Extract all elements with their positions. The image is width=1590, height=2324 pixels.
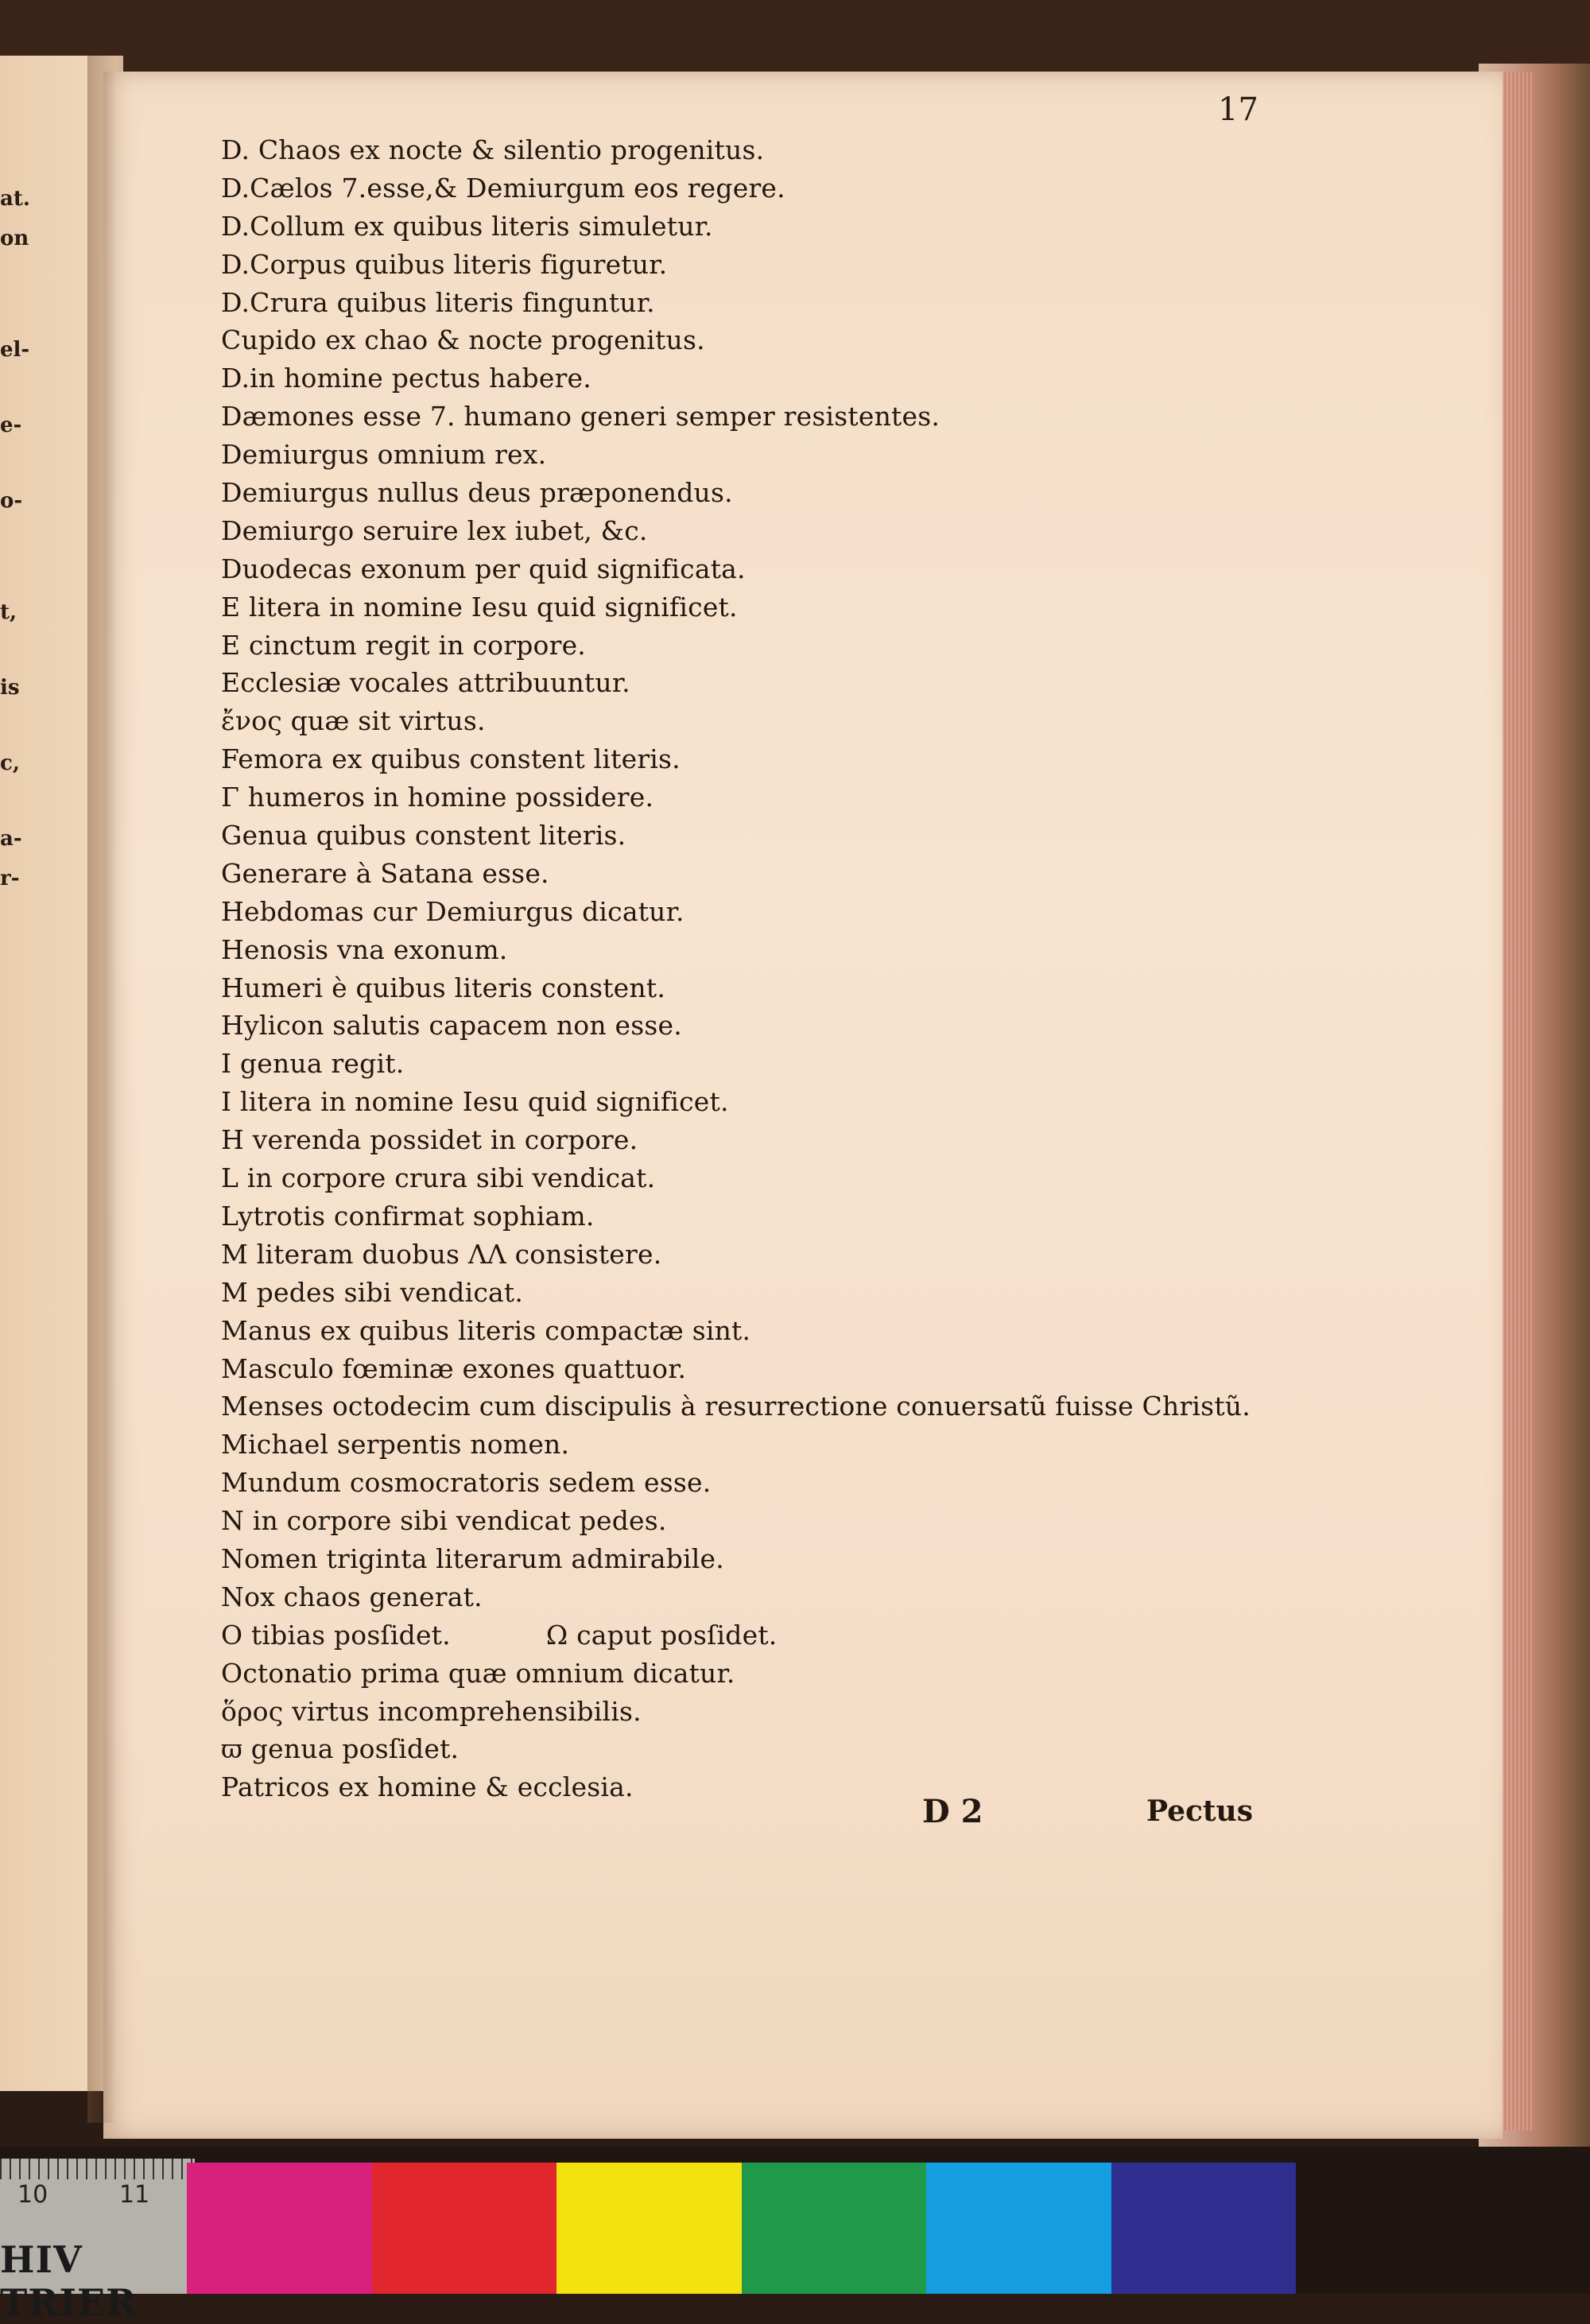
folio-number: 17 (1218, 91, 1258, 128)
index-entry: Menses octodecim cum discipulis à resurrectione conuersatũ fuisse Christũ. (221, 1391, 1251, 1422)
index-entry: E litera in nomine Iesu quid significet. (221, 591, 738, 623)
index-entry: Hebdomas cur Demiurgus dicatur. (221, 895, 684, 927)
page-edge-stripes (1503, 72, 1534, 2131)
catchword: Pectus (1146, 1794, 1253, 1828)
index-entry: D.Crura quibus literis finguntur. (221, 286, 655, 318)
swatch-green (742, 2163, 927, 2294)
ruler-number: 11 (119, 2181, 150, 2209)
index-entry: D.Cælos 7.esse,& Demiurgum eos regere. (221, 172, 785, 204)
gutter-shadow (87, 56, 135, 2123)
index-entry: Manus ex quibus literis compactæ sint. (221, 1314, 751, 1346)
index-entry: D.in homine pectus habere. (221, 363, 591, 394)
left-fragment: e- (0, 413, 22, 437)
index-entry: Demiurgus omnium rex. (221, 439, 547, 471)
index-entry: Duodecas exonum per quid significata. (221, 553, 746, 584)
index-entry: M literam duobus ΛΛ consistere. (221, 1238, 662, 1270)
index-entry: Mundum cosmocratoris sedem esse. (221, 1467, 712, 1499)
swatch-magenta (187, 2163, 372, 2294)
index-entry: Humeri è quibus literis constent. (221, 972, 666, 1003)
index-entry: Nomen triginta literarum admirabile. (221, 1542, 724, 1574)
signature-mark: D 2 (922, 1793, 983, 1830)
index-entry: Octonatio prima quæ omnium dicatur. (221, 1657, 735, 1689)
index-entry: Generare à Satana esse. (221, 857, 549, 889)
index-entry: D.Collum ex quibus literis simuletur. (221, 210, 713, 242)
scale-ruler (0, 2159, 195, 2324)
swatch-yellow (556, 2163, 742, 2294)
left-fragment: on (0, 227, 29, 250)
left-fragment: o- (0, 489, 23, 513)
index-entry: Patricos ex homine & ecclesia. (221, 1771, 634, 1803)
index-entry: H verenda possidet in corpore. (221, 1124, 638, 1156)
index-entry-double (221, 1616, 1461, 1655)
index-entry: Cupido ex chao & nocte progenitus. (221, 324, 705, 356)
left-fragment: a- (0, 827, 22, 851)
index-entry: Demiurgo seruire lex iubet, &c. (221, 514, 648, 546)
index-entry: D.Corpus quibus literis figuretur. (221, 248, 668, 280)
index-entry: Demiurgus nullus deus præponendus. (221, 477, 733, 509)
swatch-red (372, 2163, 557, 2294)
index-entry: Masculo fœminæ exones quattuor. (221, 1352, 687, 1384)
index-entry: Michael serpentis nomen. (221, 1429, 570, 1461)
ruler-number: 10 (17, 2181, 48, 2209)
index-entry: D. Chaos ex nocte & silentio progenitus. (221, 134, 765, 165)
swatch-blue (1111, 2163, 1297, 2294)
index-entry: Nox chaos generat. (221, 1581, 483, 1612)
index-entry: E cinctum regit in corpore. (221, 629, 586, 661)
index-entry: I litera in nomine Iesu quid significet. (221, 1086, 729, 1118)
left-fragment: at. (0, 187, 30, 211)
index-entry: ὅρος virtus incomprehensibilis. (221, 1695, 642, 1727)
index-entry: Hylicon salutis capacem non esse. (221, 1010, 682, 1042)
index-entry-part: O tibias posſidet. (221, 1619, 451, 1651)
left-fragment: el- (0, 338, 30, 362)
index-entry: Dæmones esse 7. humano generi semper resistentes. (221, 401, 940, 433)
index-entry: Lytrotis confirmat sophiam. (221, 1200, 595, 1232)
left-fragment: c, (0, 751, 20, 775)
index-entries (221, 131, 1461, 1806)
index-entry: Genua quibus constent literis. (221, 820, 626, 852)
color-calibration-chart (187, 2163, 1296, 2294)
index-entry: M pedes sibi vendicat. (221, 1276, 524, 1308)
index-entry-part: Ω caput posſidet. (545, 1619, 778, 1651)
index-entry: L in corpore crura sibi vendicat. (221, 1162, 656, 1194)
index-entry: Henosis vna exonum. (221, 933, 508, 965)
left-fragment: r- (0, 867, 20, 890)
swatch-cyan (926, 2163, 1111, 2294)
index-entry: ϖ genua posſidet. (221, 1733, 460, 1765)
index-entry: ἔνος quæ sit virtus. (221, 705, 486, 737)
index-entry: I genua regit. (221, 1048, 405, 1080)
left-fragment: t, (0, 600, 17, 624)
page-footer (922, 1793, 1256, 1841)
index-entry: Femora ex quibus constent literis. (221, 743, 681, 775)
left-fragment: is (0, 676, 20, 700)
index-entry: N in corpore sibi vendicat pedes. (221, 1505, 667, 1537)
index-entry: Γ humeros in homine possidere. (221, 782, 654, 813)
index-entry: Ecclesiæ vocales attribuuntur. (221, 667, 630, 699)
ruler-ticks (0, 2159, 195, 2179)
archive-label: HIV TRIER (0, 2238, 138, 2324)
